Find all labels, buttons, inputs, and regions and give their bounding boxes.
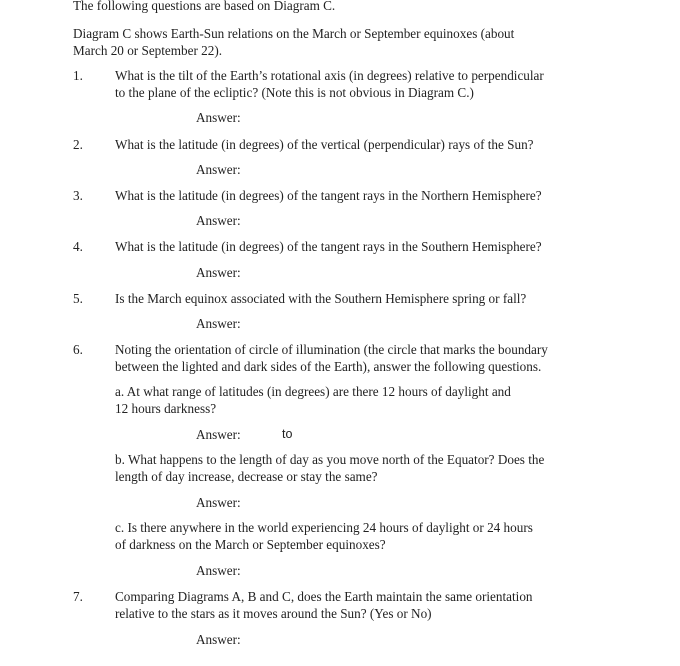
question-number: 4. <box>73 239 83 254</box>
subquestion-text <box>115 519 575 553</box>
question-text <box>115 238 575 255</box>
answer-label: Answer: <box>196 265 241 280</box>
description-text <box>73 25 514 59</box>
answer-label: Answer: <box>196 316 241 331</box>
question-number: 1. <box>73 68 83 83</box>
question-text <box>115 588 575 622</box>
description-line: Diagram C shows Earth-Sun relations on the March or September equinoxes (about <box>73 26 515 41</box>
subquestion-line: a. At what range of latitudes (in degrees) are there 12 hours of daylight and <box>115 384 511 399</box>
question-text <box>115 290 575 307</box>
answer-label: Answer: <box>196 427 241 442</box>
range-connector: to <box>282 427 293 441</box>
answer-label: Answer: <box>196 110 241 125</box>
subquestion-line: c. Is there anywhere in the world experiencing 24 hours of daylight or 24 hours <box>115 520 533 535</box>
question-number: 3. <box>73 188 83 203</box>
question-line: What is the tilt of the Earth’s rotational axis (in degrees) relative to perpendicular <box>115 68 544 83</box>
question-line: Noting the orientation of circle of illumination (the circle that marks the boundary <box>115 342 548 357</box>
intro-text: The following questions are based on Diagram C. <box>73 0 336 13</box>
question-line: between the lighted and dark sides of the Earth), answer the following questions. <box>115 359 542 374</box>
description-line: March 20 or September 22). <box>73 43 223 58</box>
question-text <box>115 341 575 375</box>
subquestion-line: 12 hours darkness? <box>115 401 217 416</box>
question-number: 5. <box>73 291 83 306</box>
answer-label: Answer: <box>196 563 241 578</box>
question-line: Comparing Diagrams A, B and C, does the Earth maintain the same orientation <box>115 589 533 604</box>
question-text <box>115 187 575 204</box>
question-line: What is the latitude (in degrees) of the vertical (perpendicular) rays of the Sun? <box>115 137 534 152</box>
question-line: What is the latitude (in degrees) of the tangent rays in the Northern Hemisphere? <box>115 188 542 203</box>
subquestion-line: b. What happens to the length of day as you move north of the Equator? Does the <box>115 452 545 467</box>
answer-label: Answer: <box>196 632 241 647</box>
question-line: relative to the stars as it moves around the Sun? (Yes or No) <box>115 606 432 621</box>
subquestion-line: length of day increase, decrease or stay the same? <box>115 469 378 484</box>
question-text <box>115 67 575 101</box>
question-number: 6. <box>73 342 83 357</box>
question-number: 7. <box>73 589 83 604</box>
subquestion-text <box>115 383 575 417</box>
question-number: 2. <box>73 137 83 152</box>
subquestion-line: of darkness on the March or September equinoxes? <box>115 537 386 552</box>
subquestion-text <box>115 451 575 485</box>
question-line: What is the latitude (in degrees) of the tangent rays in the Southern Hemisphere? <box>115 239 542 254</box>
question-text <box>115 136 575 153</box>
question-line: to the plane of the ecliptic? (Note this is not obvious in Diagram C.) <box>115 85 474 100</box>
answer-label: Answer: <box>196 162 241 177</box>
answer-label: Answer: <box>196 213 241 228</box>
question-line: Is the March equinox associated with the Southern Hemisphere spring or fall? <box>115 291 527 306</box>
answer-label: Answer: <box>196 495 241 510</box>
